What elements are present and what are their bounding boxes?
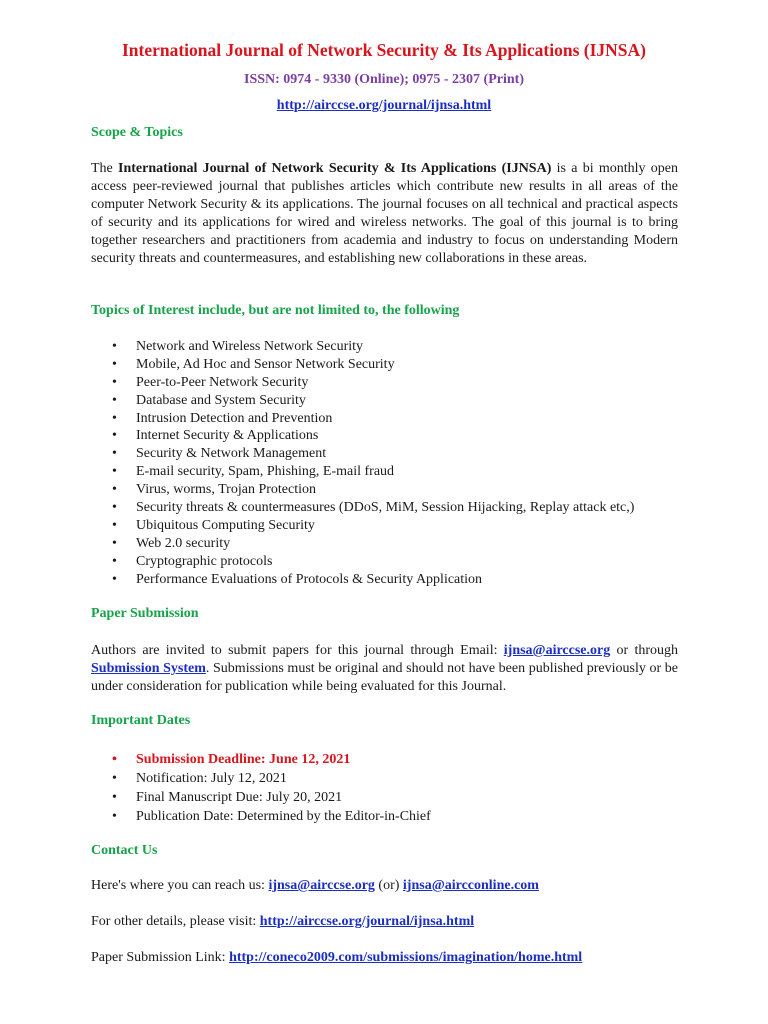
contact-details-text: For other details, please visit: — [91, 914, 260, 929]
contact-email-2-link[interactable]: ijnsa@aircconline.com — [402, 878, 539, 893]
contact-email-1-link[interactable]: ijnsa@airccse.org — [268, 878, 375, 893]
submission-heading: Paper Submission — [91, 606, 199, 621]
scope-journal-name: International Journal of Network Security & Its Applications (IJNSA) — [118, 161, 552, 176]
list-item: • Publication Date: Determined by the Editor-in-Chief — [91, 807, 431, 826]
contact-reach-line — [91, 878, 539, 894]
submission-email-link[interactable]: ijnsa@airccse.org — [503, 643, 611, 658]
dates-list — [91, 750, 431, 826]
scope-body: is a bi monthly open access peer-reviewed journal that publishes articles which contribute new results in all areas of the computer Network Security & its applications. The journal focuses on all technical and practical aspects of security and its applications for wired and wireless networks. The goal of this journal is to bring together researchers and practitioners from academia and industry to focus on understanding Modern security threats and countermeasures, and establishing new collaborations in these areas. — [91, 161, 678, 266]
issn-line: ISSN: 0974 - 9330 (Online); 0975 - 2307 (Print) — [244, 72, 524, 87]
list-item: • Performance Evaluations of Protocols & Security Application — [91, 571, 634, 589]
list-item: • Web 2.0 security — [91, 535, 634, 553]
submission-text-2: or through — [610, 643, 679, 658]
list-item: • Notification: July 12, 2021 — [91, 769, 431, 788]
list-item-deadline: • Submission Deadline: June 12, 2021 — [91, 750, 431, 769]
list-item: • Security & Network Management — [91, 445, 634, 463]
contact-details-line — [91, 914, 474, 930]
contact-heading: Contact Us — [91, 843, 158, 858]
journal-title: International Journal of Network Security & Its Applications (IJNSA) — [121, 40, 647, 60]
contact-submission-text: Paper Submission Link: — [91, 950, 230, 965]
list-item: • Cryptographic protocols — [91, 553, 634, 571]
topics-list — [91, 338, 634, 588]
list-item: • Network and Wireless Network Security — [91, 338, 634, 356]
submission-text-1: Authors are invited to submit papers for this journal through Email: — [91, 643, 504, 658]
list-item: • Security threats & countermeasures (DDoS, MiM, Session Hijacking, Replay attack etc,) — [91, 499, 634, 517]
list-item: • Virus, worms, Trojan Protection — [91, 481, 634, 499]
list-item: • E-mail security, Spam, Phishing, E-mail fraud — [91, 463, 634, 481]
list-item: • Mobile, Ad Hoc and Sensor Network Security — [91, 356, 634, 374]
list-item: • Ubiquitous Computing Security — [91, 517, 634, 535]
contact-reach-text: Here's where you can reach us: — [91, 878, 269, 893]
contact-details-link[interactable]: http://airccse.org/journal/ijnsa.html — [259, 914, 475, 929]
contact-submission-link[interactable]: http://coneco2009.com/submissions/imagination/home.html — [229, 950, 583, 965]
topics-heading: Topics of Interest include, but are not limited to, the following — [91, 303, 460, 318]
journal-url-link[interactable]: http://airccse.org/journal/ijnsa.html — [276, 98, 492, 113]
dates-heading: Important Dates — [91, 713, 191, 728]
list-item: • Peer-to-Peer Network Security — [91, 374, 634, 392]
submission-paragraph — [91, 642, 678, 696]
list-item: • Internet Security & Applications — [91, 427, 634, 445]
scope-paragraph — [91, 160, 678, 268]
contact-submission-line — [91, 950, 582, 966]
submission-system-link[interactable]: Submission System — [91, 661, 206, 676]
journal-url-line — [0, 98, 768, 114]
scope-heading: Scope & Topics — [91, 125, 183, 140]
list-item: • Database and System Security — [91, 392, 634, 410]
submission-text-3: . Submissions must be original and should not have been published previously or be under consideration for publication while being evaluated for this Journal. — [91, 661, 678, 694]
list-item: • Final Manuscript Due: July 20, 2021 — [91, 788, 431, 807]
list-item: • Intrusion Detection and Prevention — [91, 410, 634, 428]
scope-intro: The — [91, 161, 119, 176]
contact-or-text: (or) — [374, 878, 403, 893]
